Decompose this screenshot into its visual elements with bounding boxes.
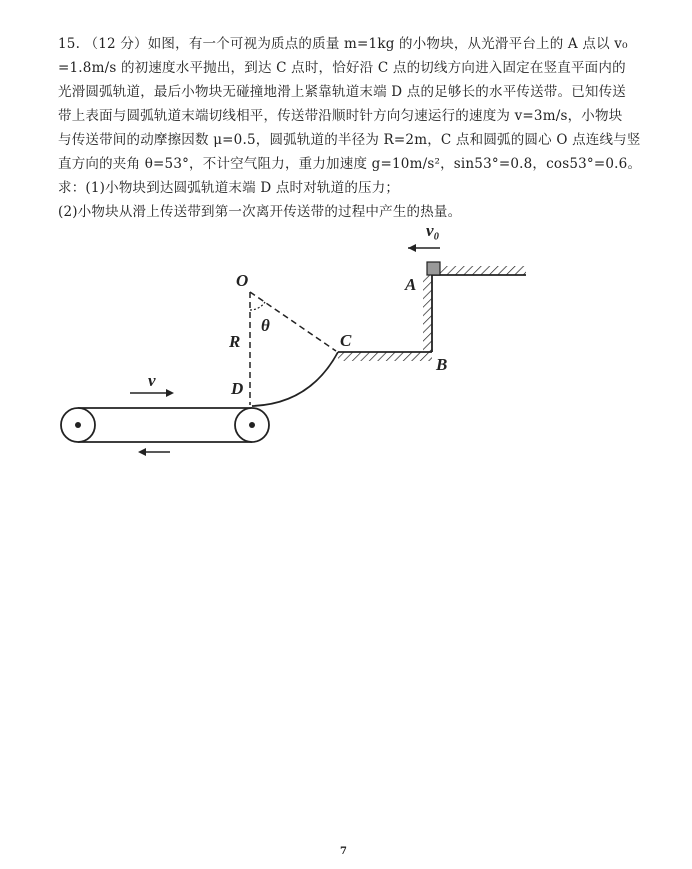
problem-line: 带上表面与圆弧轨道末端切线相平，传送带沿顺时针方向匀速运行的速度为 v=3m/s，小物块	[58, 108, 623, 124]
platform-hatch	[432, 266, 526, 275]
problem-line: 光滑圆弧轨道，最后小物块无碰撞地滑上紧靠轨道末端 D 点的足够长的水平传送带。已知传送	[58, 84, 627, 100]
block	[427, 262, 440, 275]
ground-cb-hatch	[338, 352, 432, 361]
problem-line: 与传送带间的动摩擦因数 μ=0.5，圆弧轨道的半径为 R=2m，C 点和圆弧的圆心 O 点连线与竖	[58, 132, 641, 148]
return-arrowhead	[138, 448, 146, 456]
page-number: 7	[340, 846, 347, 857]
left-pulley-axle	[75, 422, 81, 428]
wall-hatch	[423, 275, 432, 352]
question-1: 求：(1)小物块到达圆弧轨道末端 D 点时对轨道的压力；	[58, 180, 400, 196]
label-D: D	[231, 379, 244, 398]
arc-track	[252, 352, 338, 406]
problem-line: 15. （12 分）如图，有一个可视为质点的质量 m=1kg 的小物块，从光滑平台上的 A 点以 v₀	[58, 36, 628, 52]
v0-arrowhead	[408, 244, 416, 252]
label-v: v	[148, 371, 156, 390]
label-v0: v₀	[426, 221, 440, 240]
label-R: R	[229, 332, 241, 351]
label-A: A	[405, 275, 417, 294]
v-arrowhead	[166, 389, 174, 397]
angle-arc	[250, 302, 265, 310]
question-2: (2)小物块从滑上传送带到第一次离开传送带的过程中产生的热量。	[58, 204, 462, 220]
label-B: B	[436, 355, 448, 374]
label-C: C	[340, 331, 352, 350]
problem-line: 直方向的夹角 θ=53°，不计空气阻力，重力加速度 g=10m/s²，sin53°=0.8，cos53°=0.6。	[58, 156, 642, 172]
label-O: O	[236, 271, 249, 290]
right-pulley-axle	[249, 422, 255, 428]
problem-line: =1.8m/s 的初速度水平抛出，到达 C 点时，恰好沿 C 点的切线方向进入固定在竖直平面内的	[58, 60, 626, 76]
label-theta: θ	[261, 316, 270, 335]
